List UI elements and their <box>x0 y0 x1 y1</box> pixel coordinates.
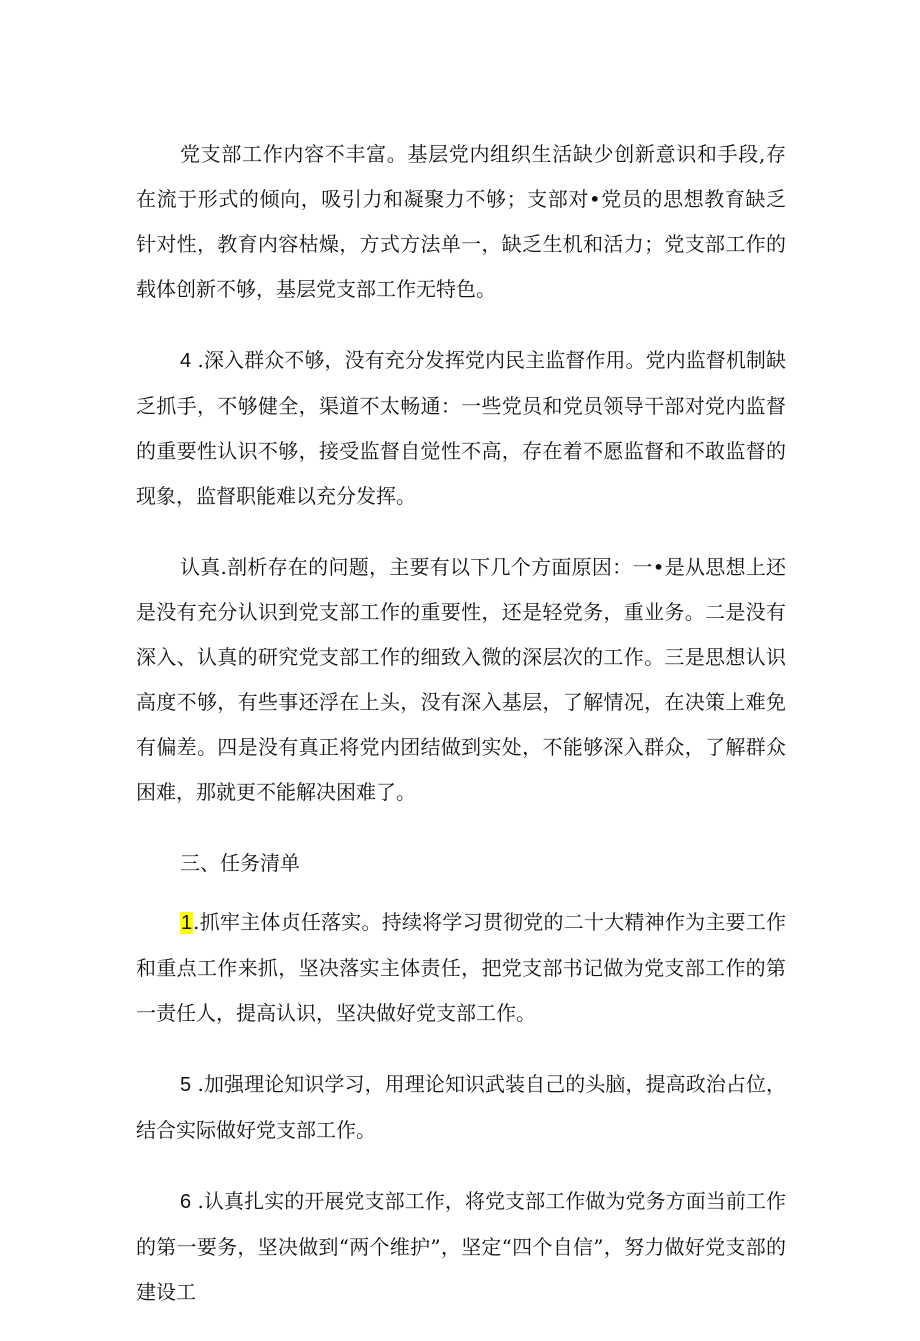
highlighted-item-number: 1 <box>181 912 193 934</box>
task-item-1 <box>136 900 786 1036</box>
paragraph-text: .抓牢主体贞任落实。持续将学习贯彻党的二十大精神作为主要工作和重点工作来抓，坚决落实主体责任，把党支部书记做为党支部工作的第一责任人，提高认识，坚决做好党支部工作。 <box>136 910 786 1025</box>
paragraph-text: 认真.剖析存在的问题，主要有以下几个方面原因：一•是从思想上还是没有充分认识到党支部工作的重要性，还是轻党务，重业务。二是没有深入、认真的研究党支部工作的细致入微的深层次的工作。三是思想认识高度不够，有些事还浮在上头，没有深入基层，了解情况，在决策上难免有偏差。四是没有真正将党内团结做到实处，不能够深入群众，了解群众困难，那就更不能解决困难了。 <box>136 555 786 804</box>
paragraph-item-4 <box>136 338 786 519</box>
paragraph-cause-analysis <box>136 545 786 815</box>
paragraph-text: .认真扎实的开展党支部工作，将党支部工作做为党务方面当前工作的第一要务，坚决做到“两个维护”，坚定“四个自信”，努力做好党支部的建设工 <box>136 1189 786 1304</box>
item-number: 4 <box>180 350 192 372</box>
paragraph-branch-work-content <box>136 132 786 312</box>
task-item-5 <box>136 1062 786 1153</box>
item-number: 5 <box>180 1074 192 1096</box>
task-item-6 <box>136 1179 786 1315</box>
paragraph-text: .深入群众不够，没有充分发挥党内民主监督作用。党内监督机制缺乏抓手，不够健全，渠道不太畅通：一些党员和党员领导干部对党内监督的重要性认识不够，接受监督自觉性不高，存在着不愿监督和不敢监督的现象，监督职能难以充分发挥。 <box>136 348 786 508</box>
item-number: 6 <box>180 1191 192 1213</box>
paragraph-text: 党支部工作内容不丰富。基层党内组织生活缺少创新意识和手段,存在流于形式的倾向，吸引力和凝聚力不够；支部对•党员的思想教育缺乏针对性，教育内容枯燥，方式方法单一，缺乏生机和活力；党支部工作的载体创新不够，基层党支部工作无特色。 <box>136 142 786 301</box>
section-heading-text: 三、任务清单 <box>180 851 300 875</box>
document-body <box>136 132 786 1341</box>
paragraph-text: .加强理论知识学习，用理论知识武装自己的头脑，提高政治占位，结合实际做好党支部工作。 <box>136 1072 786 1142</box>
section-heading <box>136 841 786 886</box>
